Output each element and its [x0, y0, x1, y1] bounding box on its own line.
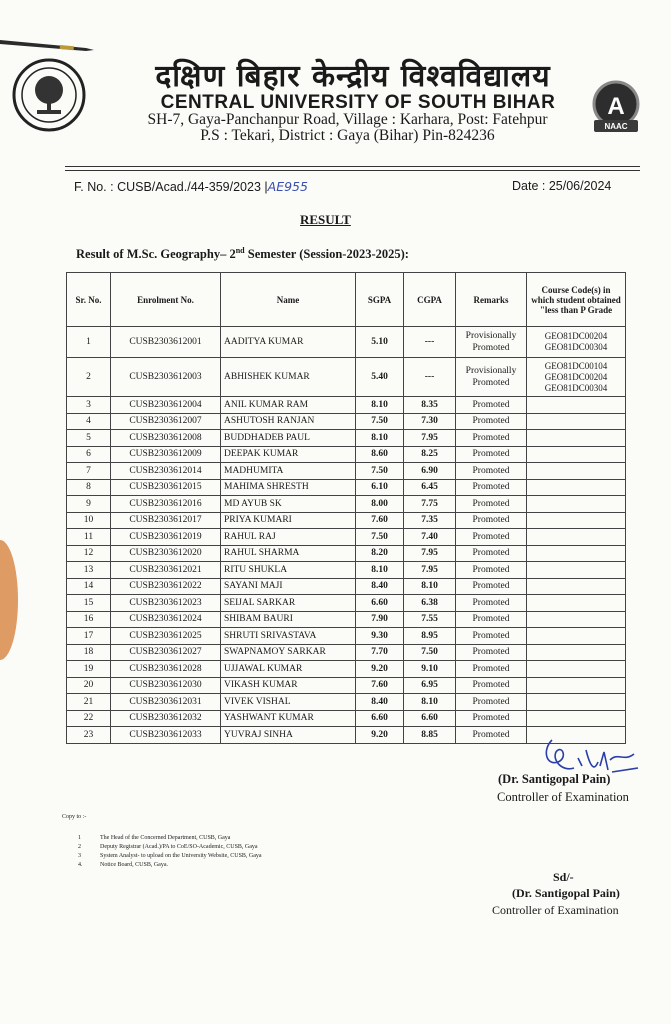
cell-name: RAHUL RAJ	[221, 529, 356, 546]
table-row	[67, 446, 626, 463]
cell-course-codes: GEO81DC00204 GEO81DC00304	[527, 327, 626, 358]
cell-name: MAHIMA SHRESTH	[221, 479, 356, 496]
cell-remarks: Promoted	[456, 677, 527, 694]
cell-cgpa: 7.75	[404, 496, 456, 513]
cell-cgpa: 9.10	[404, 661, 456, 678]
cell-cgpa: 7.95	[404, 545, 456, 562]
cell-course-codes	[527, 413, 626, 430]
file-number-handwritten: AE955	[267, 179, 308, 194]
cell-remarks: Promoted	[456, 727, 527, 744]
table-row	[67, 529, 626, 546]
cell-course-codes	[527, 578, 626, 595]
signatory-role: Controller of Examination	[497, 790, 629, 804]
cell-name: SHIBAM BAURI	[221, 611, 356, 628]
copy-item-number: 1	[78, 835, 81, 841]
cell-remarks: Promoted	[456, 710, 527, 727]
cell-name: ANIL KUMAR RAM	[221, 397, 356, 414]
table-row	[67, 661, 626, 678]
cell-remarks: Promoted	[456, 529, 527, 546]
cell-sgpa: 7.90	[356, 611, 404, 628]
cell-remarks: Promoted	[456, 413, 527, 430]
cell-sr: 18	[67, 644, 111, 661]
cell-sr: 2	[67, 358, 111, 397]
cell-remarks: Promoted	[456, 446, 527, 463]
cell-name: VIKASH KUMAR	[221, 677, 356, 694]
cell-name: UJJAWAL KUMAR	[221, 661, 356, 678]
cell-sgpa: 6.60	[356, 595, 404, 612]
cell-name: DEEPAK KUMAR	[221, 446, 356, 463]
copy-to-label: Copy to :-	[62, 814, 87, 820]
cell-sr: 5	[67, 430, 111, 447]
cell-course-codes	[527, 479, 626, 496]
cell-sr: 7	[67, 463, 111, 480]
copy-item-text: Deputy Registrar (Acad.)/PA to CoE/SO-Academic, CUSB, Gaya	[100, 844, 258, 850]
table-row	[67, 611, 626, 628]
cell-sgpa: 8.40	[356, 578, 404, 595]
cell-sr: 9	[67, 496, 111, 513]
cell-sr: 23	[67, 727, 111, 744]
naac-grade: A	[607, 93, 625, 120]
file-number	[74, 179, 308, 194]
copy-item-text: Notice Board, CUSB, Gaya.	[100, 862, 168, 868]
cell-enrolment: CUSB2303612004	[111, 397, 221, 414]
cell-sr: 1	[67, 327, 111, 358]
cell-sgpa: 7.50	[356, 529, 404, 546]
cell-cgpa: 7.30	[404, 413, 456, 430]
signatory-role-2: Controller of Examination	[492, 903, 619, 917]
table-row	[67, 710, 626, 727]
cell-enrolment: CUSB2303612023	[111, 595, 221, 612]
cell-name: SHRUTI SRIVASTAVA	[221, 628, 356, 645]
cell-sgpa: 8.10	[356, 397, 404, 414]
cell-cgpa: 6.60	[404, 710, 456, 727]
cell-enrolment: CUSB2303612025	[111, 628, 221, 645]
header-rule-top	[65, 166, 640, 167]
cell-remarks: Promoted	[456, 463, 527, 480]
cell-enrolment: CUSB2303612021	[111, 562, 221, 579]
cell-cgpa: 8.10	[404, 578, 456, 595]
cell-remarks: Promoted	[456, 430, 527, 447]
table-row	[67, 512, 626, 529]
cell-name: PRIYA KUMARI	[221, 512, 356, 529]
signatory-name-2: (Dr. Santigopal Pain)	[512, 886, 620, 900]
cell-cgpa: 7.40	[404, 529, 456, 546]
col-sr: Sr. No.	[67, 273, 111, 327]
col-cgpa: CGPA	[404, 273, 456, 327]
cell-remarks: Promoted	[456, 397, 527, 414]
cell-remarks: Promoted	[456, 661, 527, 678]
cell-sr: 4	[67, 413, 111, 430]
cell-cgpa: 6.90	[404, 463, 456, 480]
cell-enrolment: CUSB2303612030	[111, 677, 221, 694]
cell-sr: 15	[67, 595, 111, 612]
cell-cgpa: 7.95	[404, 430, 456, 447]
copy-item	[78, 843, 262, 852]
copy-item-text: The Head of the Concerned Department, CUSB, Gaya	[100, 835, 231, 841]
signatory-name: (Dr. Santigopal Pain)	[498, 772, 611, 786]
university-name-english: CENTRAL UNIVERSITY OF SOUTH BIHAR	[160, 92, 556, 113]
cell-sgpa: 8.00	[356, 496, 404, 513]
cell-cgpa: ---	[404, 327, 456, 358]
copy-item-text: System Analyst- to upload on the University Website, CUSB, Gaya	[100, 853, 262, 859]
cell-remarks: Promoted	[456, 562, 527, 579]
cell-sgpa: 5.10	[356, 327, 404, 358]
cell-enrolment: CUSB2303612027	[111, 644, 221, 661]
cell-remarks: Promoted	[456, 628, 527, 645]
cell-sr: 12	[67, 545, 111, 562]
cell-enrolment: CUSB2303612024	[111, 611, 221, 628]
result-subtitle	[76, 246, 409, 262]
cell-sr: 13	[67, 562, 111, 579]
cell-name: YASHWANT KUMAR	[221, 710, 356, 727]
cell-remarks: Promoted	[456, 479, 527, 496]
university-emblem-icon	[12, 50, 86, 140]
cell-cgpa: 7.95	[404, 562, 456, 579]
cell-name: ASHUTOSH RANJAN	[221, 413, 356, 430]
cell-cgpa: 8.85	[404, 727, 456, 744]
cell-course-codes	[527, 446, 626, 463]
table-row	[67, 644, 626, 661]
cell-sgpa: 9.20	[356, 661, 404, 678]
cell-name: RAHUL SHARMA	[221, 545, 356, 562]
cell-sgpa: 9.20	[356, 727, 404, 744]
cell-sgpa: 7.60	[356, 677, 404, 694]
cell-sgpa: 8.40	[356, 694, 404, 711]
cell-sgpa: 8.10	[356, 430, 404, 447]
cell-sgpa: 8.10	[356, 562, 404, 579]
cell-course-codes	[527, 611, 626, 628]
cell-name: MADHUMITA	[221, 463, 356, 480]
cell-sgpa: 7.70	[356, 644, 404, 661]
cell-name: ABHISHEK KUMAR	[221, 358, 356, 397]
cell-name: SAYANI MAJI	[221, 578, 356, 595]
copy-item	[78, 861, 262, 870]
table-row	[67, 694, 626, 711]
cell-cgpa: 8.10	[404, 694, 456, 711]
table-row	[67, 595, 626, 612]
table-row	[67, 479, 626, 496]
cell-course-codes	[527, 661, 626, 678]
subtitle-pre: Result of M.Sc. Geography– 2	[76, 247, 236, 262]
cell-sr: 8	[67, 479, 111, 496]
cell-enrolment: CUSB2303612028	[111, 661, 221, 678]
file-number-text: F. No. : CUSB/Acad./44-359/2023 |	[74, 180, 268, 194]
copy-item-number: 3	[78, 853, 81, 859]
cell-course-codes	[527, 628, 626, 645]
cell-name: SWAPNAMOY SARKAR	[221, 644, 356, 661]
cell-cgpa: 7.35	[404, 512, 456, 529]
naac-label: NAAC	[604, 122, 628, 131]
cell-enrolment: CUSB2303612003	[111, 358, 221, 397]
cell-remarks: Provisionally Promoted	[456, 327, 527, 358]
cell-remarks: Promoted	[456, 512, 527, 529]
subtitle-post: Semester (Session-2023-2025):	[244, 247, 409, 262]
cell-course-codes	[527, 430, 626, 447]
cell-sgpa: 9.30	[356, 628, 404, 645]
cell-enrolment: CUSB2303612001	[111, 327, 221, 358]
cell-sgpa: 7.50	[356, 413, 404, 430]
table-row	[67, 628, 626, 645]
cell-cgpa: 6.38	[404, 595, 456, 612]
cell-sr: 10	[67, 512, 111, 529]
table-row	[67, 358, 626, 397]
cell-sgpa: 5.40	[356, 358, 404, 397]
cell-remarks: Promoted	[456, 595, 527, 612]
col-sgpa: SGPA	[356, 273, 404, 327]
cell-course-codes	[527, 397, 626, 414]
col-name: Name	[221, 273, 356, 327]
cell-enrolment: CUSB2303612020	[111, 545, 221, 562]
cell-remarks: Promoted	[456, 496, 527, 513]
cell-course-codes: GEO81DC00104 GEO81DC00204 GEO81DC00304	[527, 358, 626, 397]
cell-course-codes	[527, 545, 626, 562]
cell-enrolment: CUSB2303612019	[111, 529, 221, 546]
cell-sr: 19	[67, 661, 111, 678]
cell-sgpa: 8.20	[356, 545, 404, 562]
cell-course-codes	[527, 677, 626, 694]
cell-course-codes	[527, 710, 626, 727]
cell-sr: 17	[67, 628, 111, 645]
cell-cgpa: 6.95	[404, 677, 456, 694]
col-enrolment: Enrolment No.	[111, 273, 221, 327]
cell-enrolment: CUSB2303612017	[111, 512, 221, 529]
cell-sr: 16	[67, 611, 111, 628]
table-row	[67, 413, 626, 430]
copy-item-number: 2	[78, 844, 81, 850]
cell-enrolment: CUSB2303612022	[111, 578, 221, 595]
table-row	[67, 677, 626, 694]
cell-enrolment: CUSB2303612032	[111, 710, 221, 727]
cell-enrolment: CUSB2303612008	[111, 430, 221, 447]
cell-cgpa: 8.25	[404, 446, 456, 463]
cell-course-codes	[527, 529, 626, 546]
table-row	[67, 327, 626, 358]
address-line-1: SH-7, Gaya-Panchanpur Road, Village : Karhara, Post: Fatehpur	[147, 111, 548, 128]
copy-item	[78, 852, 262, 861]
table-body	[67, 327, 626, 744]
cell-remarks: Provisionally Promoted	[456, 358, 527, 397]
finger-shadow	[0, 540, 18, 660]
cell-enrolment: CUSB2303612014	[111, 463, 221, 480]
cell-sr: 21	[67, 694, 111, 711]
cell-cgpa: 8.95	[404, 628, 456, 645]
cell-course-codes	[527, 595, 626, 612]
copy-item	[78, 834, 262, 843]
cell-cgpa: ---	[404, 358, 456, 397]
address-line-2: P.S : Tekari, District : Gaya (Bihar) Pin-824236	[200, 127, 495, 144]
cell-course-codes	[527, 463, 626, 480]
table-row	[67, 430, 626, 447]
col-remarks: Remarks	[456, 273, 527, 327]
cell-cgpa: 8.35	[404, 397, 456, 414]
table-row	[67, 562, 626, 579]
table-row	[67, 397, 626, 414]
cell-remarks: Promoted	[456, 694, 527, 711]
cell-remarks: Promoted	[456, 644, 527, 661]
col-course-codes: Course Code(s) in which student obtained "less than P Grade	[527, 273, 626, 327]
cell-enrolment: CUSB2303612009	[111, 446, 221, 463]
cell-enrolment: CUSB2303612015	[111, 479, 221, 496]
naac-badge-icon	[588, 78, 644, 140]
cell-sr: 3	[67, 397, 111, 414]
cell-enrolment: CUSB2303612007	[111, 413, 221, 430]
cell-remarks: Promoted	[456, 578, 527, 595]
cell-sr: 22	[67, 710, 111, 727]
cell-course-codes	[527, 562, 626, 579]
cell-sr: 14	[67, 578, 111, 595]
table-row	[67, 545, 626, 562]
cell-enrolment: CUSB2303612031	[111, 694, 221, 711]
cell-cgpa: 7.55	[404, 611, 456, 628]
header-rule-bottom	[65, 170, 640, 171]
cell-sgpa: 6.60	[356, 710, 404, 727]
page-title: RESULT	[300, 212, 351, 227]
cell-name: SEIJAL SARKAR	[221, 595, 356, 612]
university-name-hindi: दक्षिण बिहार केन्द्रीय विश्वविद्यालय	[155, 59, 551, 94]
document-date: Date : 25/06/2024	[512, 179, 612, 193]
cell-name: YUVRAJ SINHA	[221, 727, 356, 744]
cell-name: VIVEK VISHAL	[221, 694, 356, 711]
result-table	[66, 272, 626, 744]
cell-name: AADITYA KUMAR	[221, 327, 356, 358]
cell-sgpa: 6.10	[356, 479, 404, 496]
cell-name: MD AYUB SK	[221, 496, 356, 513]
table-header-row	[67, 273, 626, 327]
cell-remarks: Promoted	[456, 611, 527, 628]
cell-remarks: Promoted	[456, 545, 527, 562]
sd-mark: Sd/-	[553, 870, 574, 884]
table-row	[67, 463, 626, 480]
copy-item-number: 4.	[78, 862, 83, 868]
subtitle-sup: nd	[235, 246, 245, 255]
cell-course-codes	[527, 644, 626, 661]
cell-enrolment: CUSB2303612016	[111, 496, 221, 513]
cell-sgpa: 7.50	[356, 463, 404, 480]
cell-course-codes	[527, 512, 626, 529]
table-row	[67, 578, 626, 595]
cell-sgpa: 7.60	[356, 512, 404, 529]
cell-name: BUDDHADEB PAUL	[221, 430, 356, 447]
copy-to-list	[78, 834, 262, 870]
cell-name: RITU SHUKLA	[221, 562, 356, 579]
cell-sr: 20	[67, 677, 111, 694]
cell-sgpa: 8.60	[356, 446, 404, 463]
cell-sr: 11	[67, 529, 111, 546]
cell-course-codes	[527, 496, 626, 513]
cell-cgpa: 6.45	[404, 479, 456, 496]
cell-sr: 6	[67, 446, 111, 463]
cell-enrolment: CUSB2303612033	[111, 727, 221, 744]
table-row	[67, 496, 626, 513]
cell-course-codes	[527, 694, 626, 711]
cell-cgpa: 7.50	[404, 644, 456, 661]
